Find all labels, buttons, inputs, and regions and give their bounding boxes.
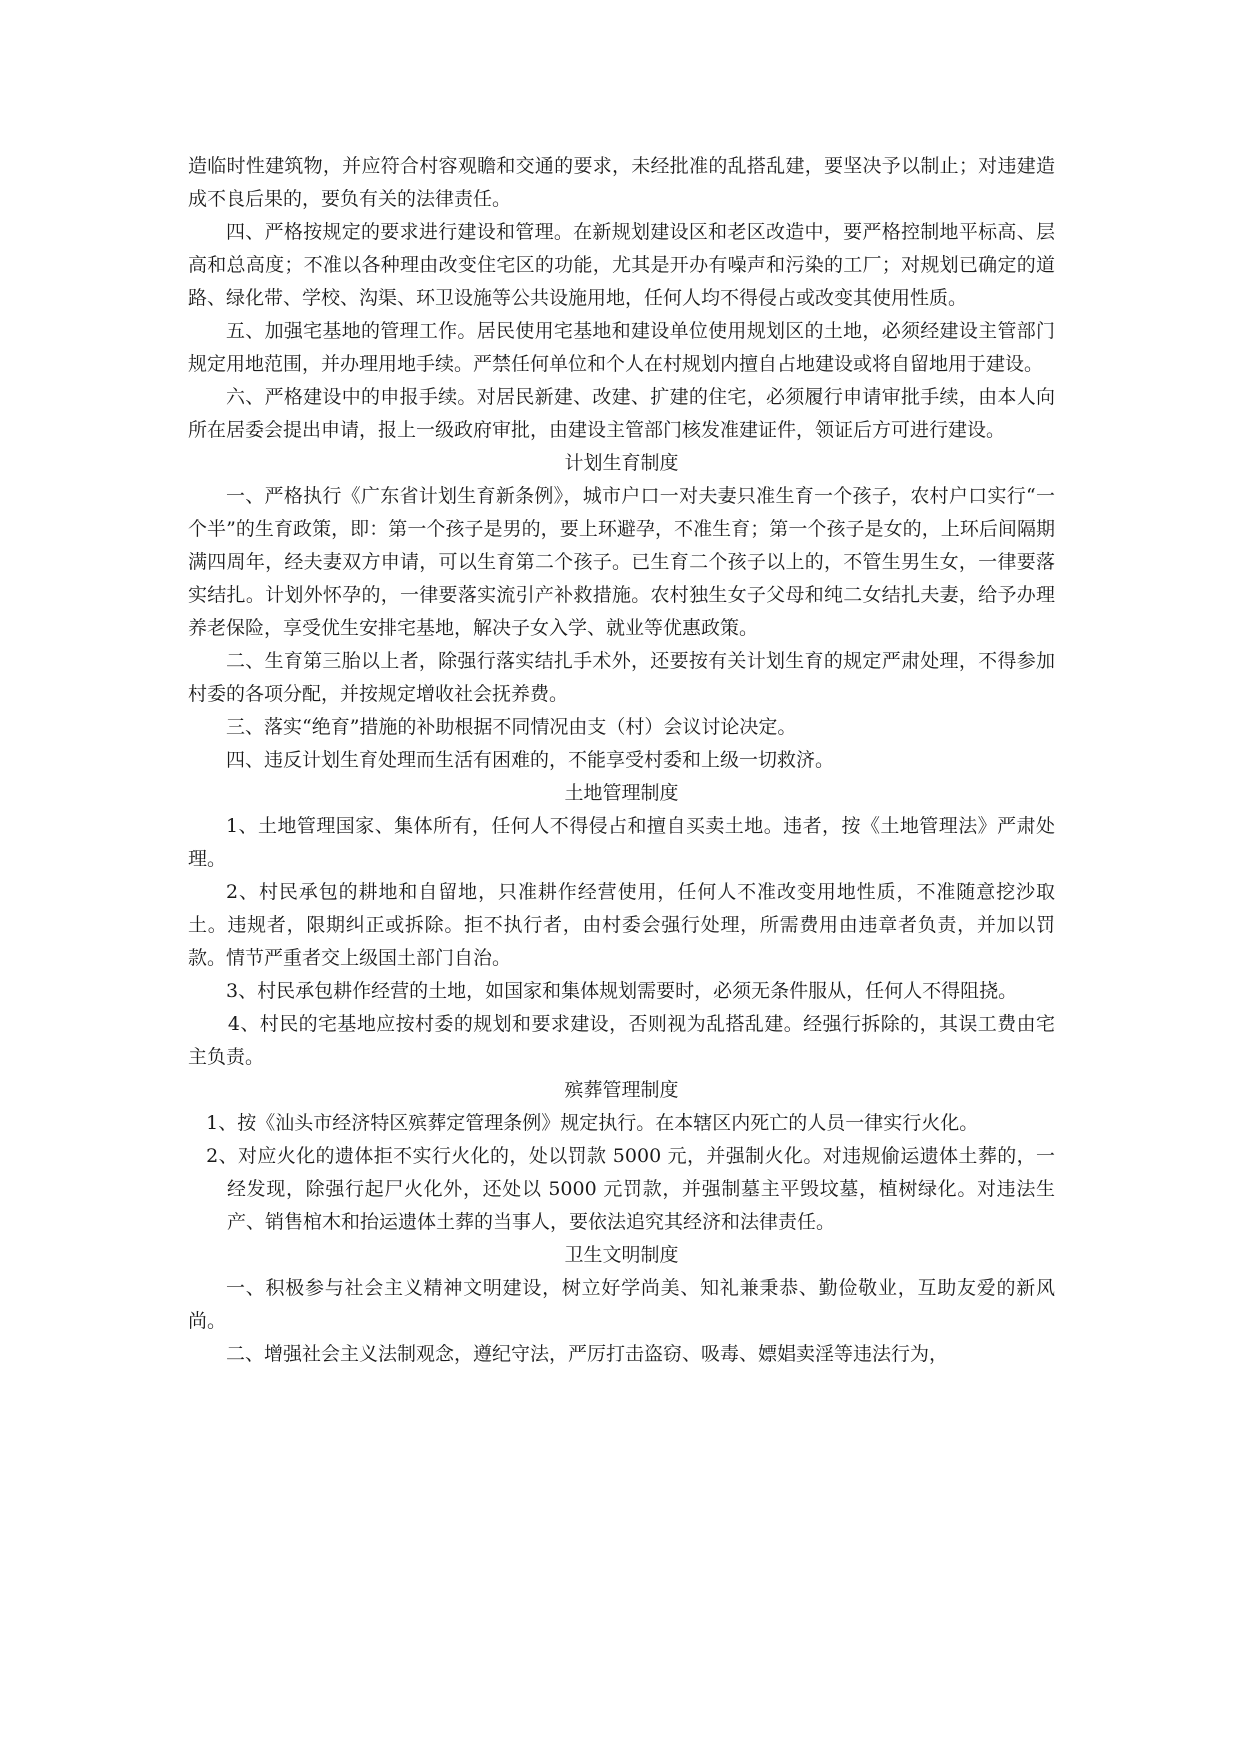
paragraph-homestead-management: 五、加强宅基地的管理工作。居民使用宅基地和建设单位使用规划区的土地，必须经建设主管部门规定用地范围，并办理用地手续。严禁任何单位和个人在村规划内擅自占地建设或将自留地用于建设。 (188, 320, 1055, 375)
paragraph-land-2: 2、村民承包的耕地和自留地，只准耕作经营使用，任何人不准改变用地性质，不准随意挖沙取土。违规者，限期纠正或拆除。拒不执行者，由村委会强行处理，所需费用由违章者负责，并加以罚款。情节严重者交上级国土部门自治。 (188, 881, 1055, 969)
paragraph-civilization-1: 一、积极参与社会主义精神文明建设，树立好学尚美、知礼兼秉恭、勤俭敬业，互助友爱的新风尚。 (188, 1277, 1055, 1332)
paragraph-land-3: 3、村民承包耕作经营的土地，如国家和集体规划需要时，必须无条件服从，任何人不得阻挠。 (226, 980, 1018, 1002)
paragraph-civilization-2: 二、增强社会主义法制观念，遵纪守法，严厉打击盗窃、吸毒、嫖娼卖淫等违法行为， (226, 1343, 949, 1365)
paragraph-continued: 造临时性建筑物，并应符合村容观瞻和交通的要求，未经批准的乱搭乱建，要坚决予以制止；对违建造成不良后果的，要负有关的法律责任。 (188, 155, 1055, 210)
paragraph-application-procedure: 六、严格建设中的申报手续。对居民新建、改建、扩建的住宅，必须履行申请审批手续，由本人向所在居委会提出申请，报上一级政府审批，由建设主管部门核发准建证件，领证后方可进行建设。 (188, 386, 1055, 441)
section-heading-land-management: 土地管理制度 (564, 782, 679, 804)
paragraph-family-planning-3: 三、落实“绝育”措施的补助根据不同情况由支（村）会议讨论决定。 (226, 716, 797, 738)
paragraph-funeral-2: 2、对应火化的遗体拒不实行火化的，处以罚款 5000 元，并强制火化。对违规偷运遗体土葬的，一经发现，除强行起尸火化外，还处以 5000 元罚款，并强制墓主平毁坟墓，植树绿化。对违法生产、销售棺木和抬运遗体土葬的当事人，要依法追究其经济和法律责任。 (206, 1145, 1055, 1233)
section-heading-funeral-management: 殡葬管理制度 (564, 1079, 679, 1101)
document-body (188, 150, 1055, 1371)
section-heading-hygiene-civilization: 卫生文明制度 (564, 1244, 679, 1266)
paragraph-funeral-1: 1、按《汕头市经济特区殡葬定管理条例》规定执行。在本辖区内死亡的人员一律实行火化。 (206, 1112, 979, 1134)
paragraph-family-planning-2: 二、生育第三胎以上者，除强行落实结扎手术外，还要按有关计划生育的规定严肃处理，不得参加村委的各项分配，并按规定增收社会抚养费。 (188, 650, 1055, 705)
paragraph-land-1: 1、土地管理国家、集体所有，任何人不得侵占和擅自买卖土地。违者，按《土地管理法》严肃处理。 (188, 815, 1055, 870)
paragraph-construction-standards: 四、严格按规定的要求进行建设和管理。在新规划建设区和老区改造中，要严格控制地平标高、层高和总高度；不准以各种理由改变住宅区的功能，尤其是开办有噪声和污染的工厂；对规划已确定的道路、绿化带、学校、沟渠、环卫设施等公共设施用地，任何人均不得侵占或改变其使用性质。 (188, 221, 1055, 309)
section-heading-family-planning: 计划生育制度 (564, 452, 679, 474)
paragraph-family-planning-1: 一、严格执行《广东省计划生育新条例》，城市户口一对夫妻只准生育一个孩子，农村户口实行“一个半”的生育政策，即：第一个孩子是男的，要上环避孕，不准生育；第一个孩子是女的，上环后间隔期满四周年，经夫妻双方申请，可以生育第二个孩子。已生育二个孩子以上的，不管生男生女，一律要落实结扎。计划外怀孕的，一律要落实流引产补救措施。农村独生女子父母和纯二女结扎夫妻，给予办理养老保险，享受优生安排宅基地，解决子女入学、就业等优惠政策。 (188, 485, 1055, 639)
paragraph-land-4: 4、村民的宅基地应按村委的规划和要求建设，否则视为乱搭乱建。经强行拆除的，其误工费由宅主负责。 (188, 1013, 1055, 1068)
paragraph-family-planning-4: 四、违反计划生育处理而生活有困难的，不能享受村委和上级一切救济。 (226, 749, 835, 771)
